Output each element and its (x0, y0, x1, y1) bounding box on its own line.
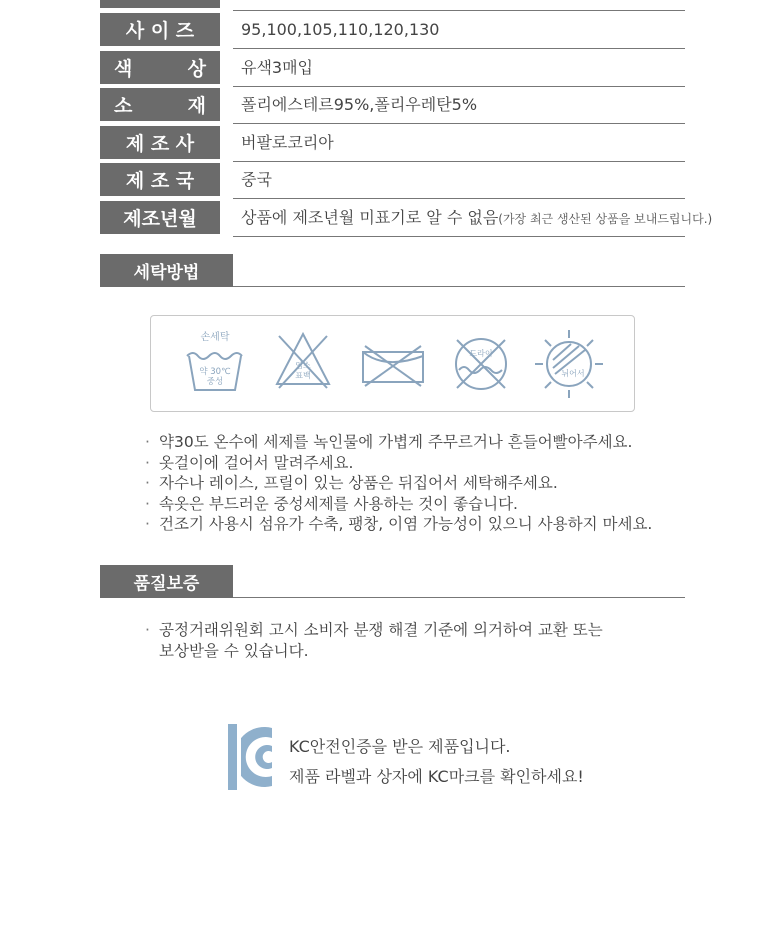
spec-value-note: (가장 최근 생산된 상품을 보내드립니다.) (498, 212, 713, 226)
spec-label: 제조년월 (100, 201, 220, 234)
spec-row-maker (100, 126, 685, 162)
section-title: 품질보증 (100, 565, 233, 598)
spec-label: 색 상 (100, 51, 220, 84)
list-item-continuation: 보상받을 수 있습니다. (159, 641, 309, 660)
spec-label: 제 조 사 (100, 126, 220, 159)
spec-value: 폴리에스테르95%,폴리우레탄5% (241, 95, 478, 114)
spec-value (241, 201, 712, 234)
no-tumble-dry-icon (443, 326, 519, 400)
spec-label-cropped (100, 0, 220, 8)
hand-wash-label: 손세탁 (200, 332, 230, 343)
spec-value: 버팔로코리아 (241, 133, 334, 152)
divider (233, 123, 685, 124)
spec-row-color (100, 51, 685, 87)
divider (233, 10, 685, 11)
spec-label: 제 조 국 (100, 163, 220, 196)
kc-info-line-1: KC안전인증을 받은 제품입니다. (289, 737, 511, 756)
laundry-section-header (100, 254, 685, 287)
no-iron-icon (355, 326, 431, 400)
hand-wash-temp: 약 30℃ (199, 367, 231, 377)
list-item: · 속옷은 부드러운 중성세제를 사용하는 것이 좋습니다. (145, 494, 652, 515)
list-item: · 옷걸이에 걸어서 말려주세요. (145, 453, 652, 474)
spec-value: 95,100,105,110,120,130 (241, 20, 440, 39)
spec-row-cropped (100, 0, 685, 11)
section-title: 세탁방법 (100, 254, 233, 287)
hand-wash-icon (177, 326, 253, 400)
divider (233, 86, 685, 87)
kc-mark-logo (228, 724, 272, 790)
no-bleach-icon (265, 326, 341, 400)
hand-wash-detergent: 중성 (206, 377, 224, 387)
list-item: · 자수나 레이스, 프릴이 있는 상품은 뒤집어서 세탁해주세요. (145, 473, 652, 494)
divider (233, 286, 685, 287)
spec-value-main: 상품에 제조년월 미표기로 알 수 없음 (241, 208, 499, 227)
laundry-instructions (145, 432, 652, 535)
list-item: · 약30도 온수에 세제를 녹인물에 가볍게 주무르거나 흔들어빨아주세요. (145, 432, 652, 453)
divider (233, 198, 685, 199)
divider (233, 597, 685, 598)
spec-value: 중국 (241, 170, 272, 189)
flat-dry-label: 뉘어서 (561, 369, 585, 378)
divider (233, 236, 685, 237)
no-bleach-label-1: 염소 (295, 361, 311, 370)
kc-info-line-2: 제품 라벨과 상자에 KC마크를 확인하세요! (289, 767, 584, 786)
flat-dry-icon (531, 326, 607, 400)
spec-row-date (100, 201, 713, 237)
divider (233, 161, 685, 162)
list-item: · 공정거래위원회 고시 소비자 분쟁 해결 기준에 의거하여 교환 또는 (145, 620, 603, 641)
list-item: · 건조기 사용시 섬유가 수축, 팽창, 이염 가능성이 있으니 사용하지 마세요. (145, 514, 652, 535)
divider (233, 48, 685, 49)
warranty-text (145, 620, 603, 661)
spec-row-country (100, 163, 685, 199)
no-tumble-dry-label: 드라이 (469, 349, 493, 358)
spec-label: 소 재 (100, 88, 220, 121)
care-symbols-box (150, 315, 635, 412)
spec-label: 사 이 즈 (100, 13, 220, 46)
spec-row-material (100, 88, 685, 124)
spec-value: 유색3매입 (241, 58, 314, 77)
no-bleach-label-2: 표백 (295, 371, 311, 380)
spec-row-size (100, 13, 685, 49)
warranty-section-header (100, 565, 685, 598)
